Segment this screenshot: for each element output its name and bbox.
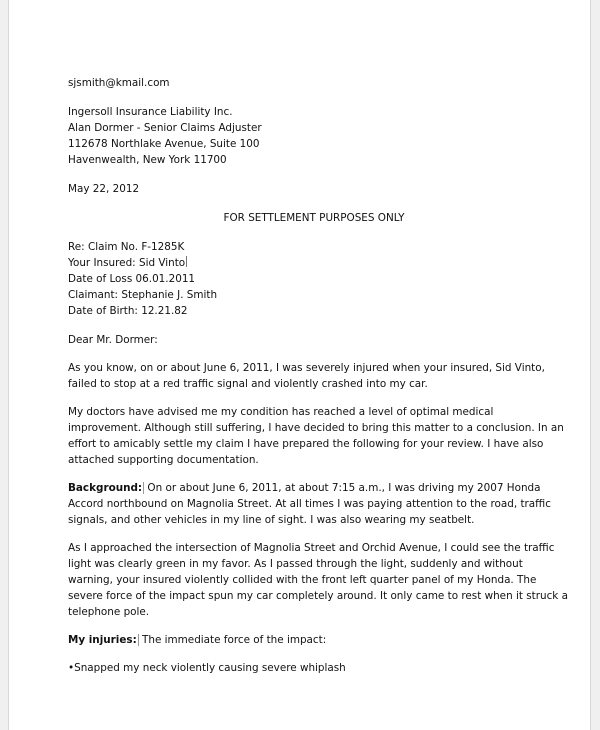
reference-insured (68, 255, 568, 271)
paragraph-background (68, 480, 568, 528)
paragraph-2: My doctors have advised me my condition has reached a level of optimal medical improvement. Although still suffering, I have decided to bring this matter to a conclusion. In an effort to amicably settle my claim I have prepared the following for your review. I have also attached supporting documentation. (68, 406, 564, 466)
injuries-label: My injuries: (68, 634, 137, 646)
paragraph-4: As I approached the intersection of Magnolia Street and Orchid Avenue, I could see the traffic light was clearly green in my favor. As I passed through the light, suddenly and without warning, your insured violently collided with the front left quarter panel of my Honda. The severe force of the impact spun my car completely around. It only came to rest when it struck a telephone pole. (68, 542, 568, 618)
recipient-address-line1: 112678 Northlake Avenue, Suite 100 (68, 138, 260, 150)
recipient-address-line2: Havenwealth, New York 11700 (68, 154, 227, 166)
reference-date-of-loss: Date of Loss 06.01.2011 (68, 273, 196, 285)
background-label: Background: (68, 482, 143, 494)
injuries-text: The immediate force of the impact: (138, 634, 327, 646)
text-cursor (186, 256, 187, 267)
recipient-name-title: Alan Dormer - Senior Claims Adjuster (68, 122, 262, 134)
paragraph-1: As you know, on or about June 6, 2011, I was severely injured when your insured, Sid Vinto, failed to stop at a red traffic signal and violently crashed into my car. (68, 362, 545, 390)
recipient-company: Ingersoll Insurance Liability Inc. (68, 106, 233, 118)
paragraph-injuries (68, 632, 568, 648)
reference-claim: Re: Claim No. F-1285K (68, 241, 185, 253)
letter-date: May 22, 2012 (68, 183, 140, 195)
reference-claimant: Claimant: Stephanie J. Smith (68, 289, 218, 301)
letter-body (68, 75, 568, 676)
salutation: Dear Mr. Dormer: (68, 334, 158, 346)
background-text: On or about June 6, 2011, at about 7:15 a.m., I was driving my 2007 Honda Accord northbound on Magnolia Street. At all times I was paying attention to the road, traffic signals, and other vehicles in my line of sight. I was also wearing my seatbelt. (68, 482, 551, 526)
sender-email: sjsmith@kmail.com (68, 77, 170, 89)
reference-insured-text: Your Insured: Sid Vinto (68, 257, 186, 269)
letter-heading: FOR SETTLEMENT PURPOSES ONLY (223, 212, 405, 224)
injury-bullet-1: •Snapped my neck violently causing severe whiplash (68, 662, 346, 674)
reference-date-of-birth: Date of Birth: 12.21.82 (68, 305, 188, 317)
document-page (8, 0, 591, 730)
